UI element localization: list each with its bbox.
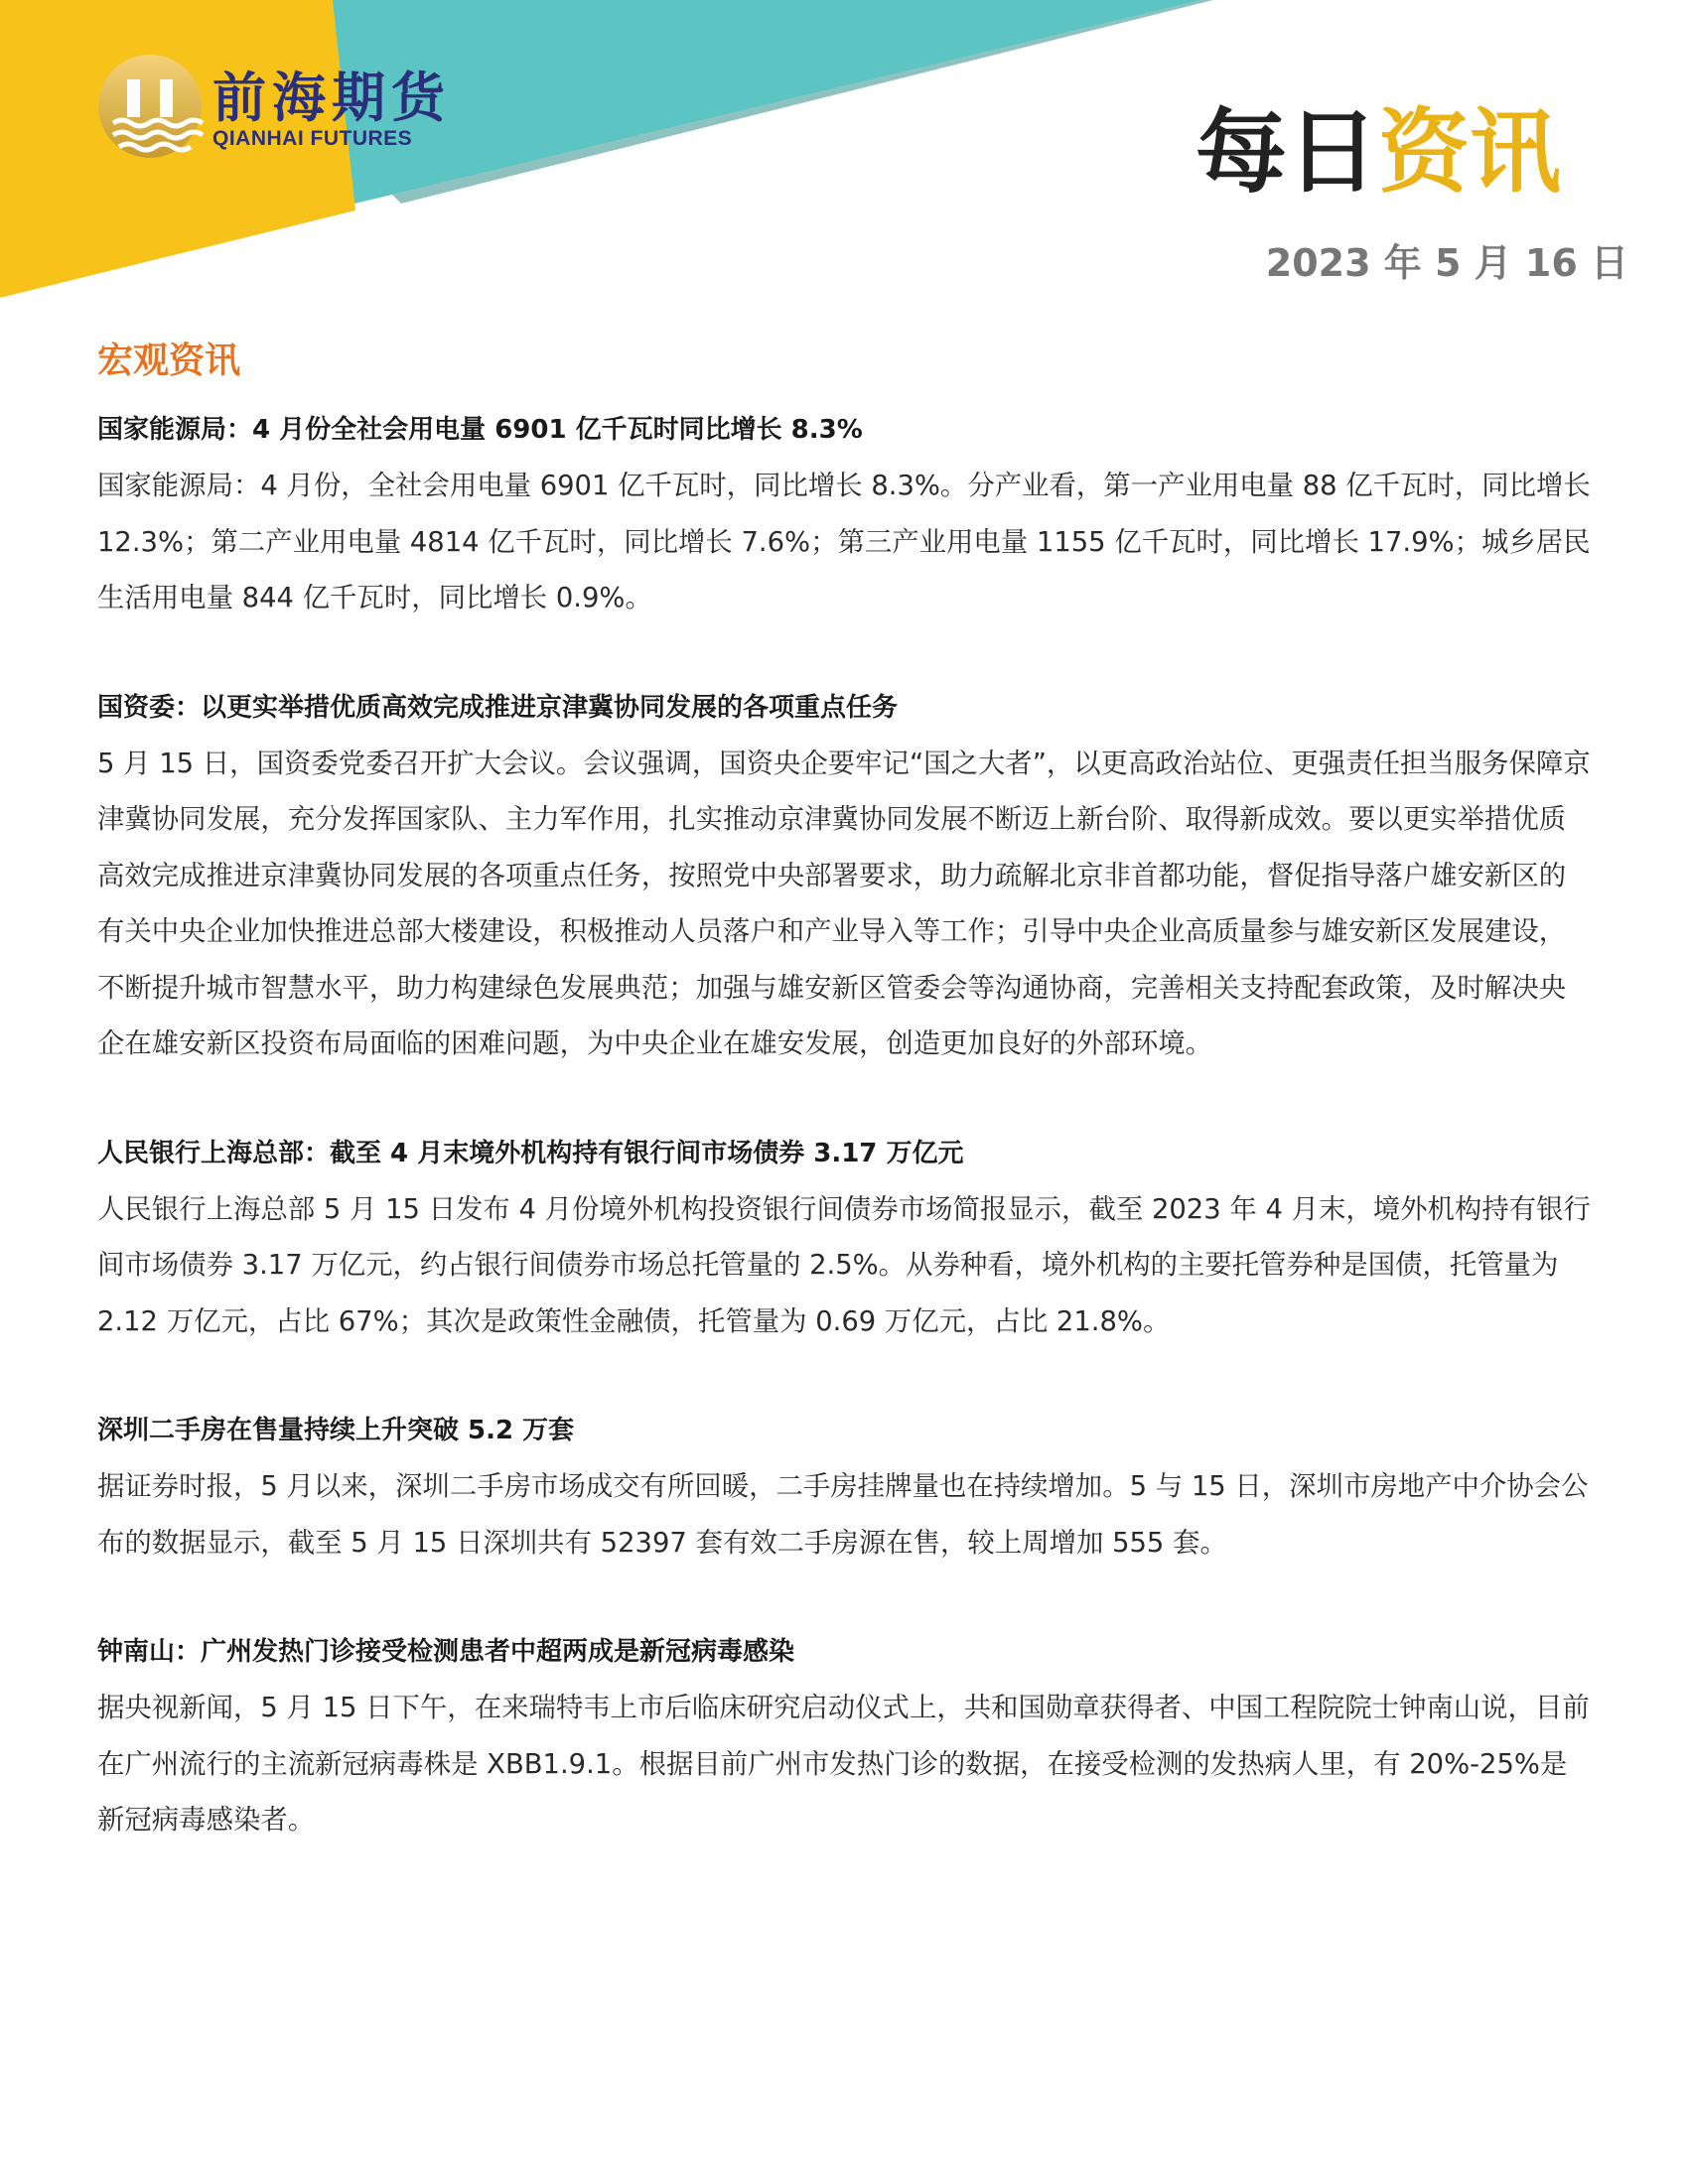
logo-chinese-name: 前海期货 [212, 66, 451, 129]
report-date: 2023 年 5 月 16 日 [1265, 241, 1628, 285]
article-item [97, 1125, 1592, 1351]
article-body: 人民银行上海总部 5 月 15 日发布 4 月份境外机构投资银行间债券市场简报显示，截至 2023 年 4 月末，境外机构持有银行间市场债券 3.17 万亿元，约占银行间债券市场总托管量的 2.5%。从券种看，境外机构的主要托管券种是国债，托管量为 2.12 万亿元，占比 67%；其次是政策性金融债，托管量为 0.69 万亿元，占比 21.8%。 [97, 1193, 1591, 1337]
article-list [97, 401, 1592, 1901]
report-title-part1: 每日 [1195, 99, 1378, 205]
report-title-part2: 资讯 [1377, 99, 1561, 205]
article-item [97, 401, 1592, 627]
report-title [1195, 99, 1561, 205]
article-body: 据证券时报，5 月以来，深圳二手房市场成交有所回暖，二手房挂牌量也在持续增加。5 与 15 日，深圳市房地产中介协会公布的数据显示，截至 5 月 15 日深圳共有 52397 套有效二手房源在售，较上周增加 555 套。 [97, 1471, 1589, 1559]
article-item [97, 1623, 1592, 1849]
section-heading: 宏观资讯 [97, 341, 241, 381]
article-title: 钟南山：广州发热门诊接受检测患者中超两成是新冠病毒感染 [97, 1637, 795, 1667]
article-item [97, 1402, 1592, 1571]
article-body: 5 月 15 日，国资委党委召开扩大会议。会议强调，国资央企要牢记“国之大者”，以更高政治站位、更强责任担当服务保障京津冀协同发展，充分发挥国家队、主力军作用，扎实推动京津冀协同发展不断迈上新台阶、取得新成效。要以更实举措优质高效完成推进京津冀协同发展的各项重点任务，按照党中央部署要求，助力疏解北京非首都功能，督促指导落户雄安新区的有关中央企业加快推进总部大楼建设，积极推动人员落户和产业导入等工作；引导中央企业高质量参与雄安新区发展建设，不断提升城市智慧水平，助力构建绿色发展典范；加强与雄安新区管委会等沟通协商，完善相关支持配套政策，及时解决央企在雄安新区投资布局面临的困难问题，为中央企业在雄安发展，创造更加良好的外部环境。 [97, 748, 1591, 1059]
article-title: 国家能源局：4 月份全社会用电量 6901 亿千瓦时同比增长 8.3% [97, 415, 863, 445]
article-title: 人民银行上海总部：截至 4 月末境外机构持有银行间市场债券 3.17 万亿元 [97, 1138, 964, 1168]
article-title: 深圳二手房在售量持续上升突破 5.2 万套 [97, 1416, 575, 1445]
company-logo [95, 52, 453, 161]
article-body: 国家能源局：4 月份，全社会用电量 6901 亿千瓦时，同比增长 8.3%。分产业看，第一产业用电量 88 亿千瓦时，同比增长 12.3%；第二产业用电量 4814 亿千瓦时，同比增长 7.6%；第三产业用电量 1155 亿千瓦时，同比增长 17.9%；城乡居民生活用电量 844 亿千瓦时，同比增长 0.9%。 [97, 471, 1591, 614]
logo-emblem-icon [95, 52, 205, 161]
logo-english-name: QIANHAI FUTURES [212, 127, 413, 150]
article-body: 据央视新闻，5 月 15 日下午，在来瑞特韦上市后临床研究启动仪式上，共和国勋章获得者、中国工程院院士钟南山说，目前在广州流行的主流新冠病毒株是 XBB1.9.1。根据目前广州市发热门诊的数据，在接受检测的发热病人里，有 20%-25%是新冠病毒感染者。 [97, 1693, 1590, 1836]
article-item [97, 679, 1592, 1073]
article-title: 国资委：以更实举措优质高效完成推进京津冀协同发展的各项重点任务 [97, 692, 899, 723]
